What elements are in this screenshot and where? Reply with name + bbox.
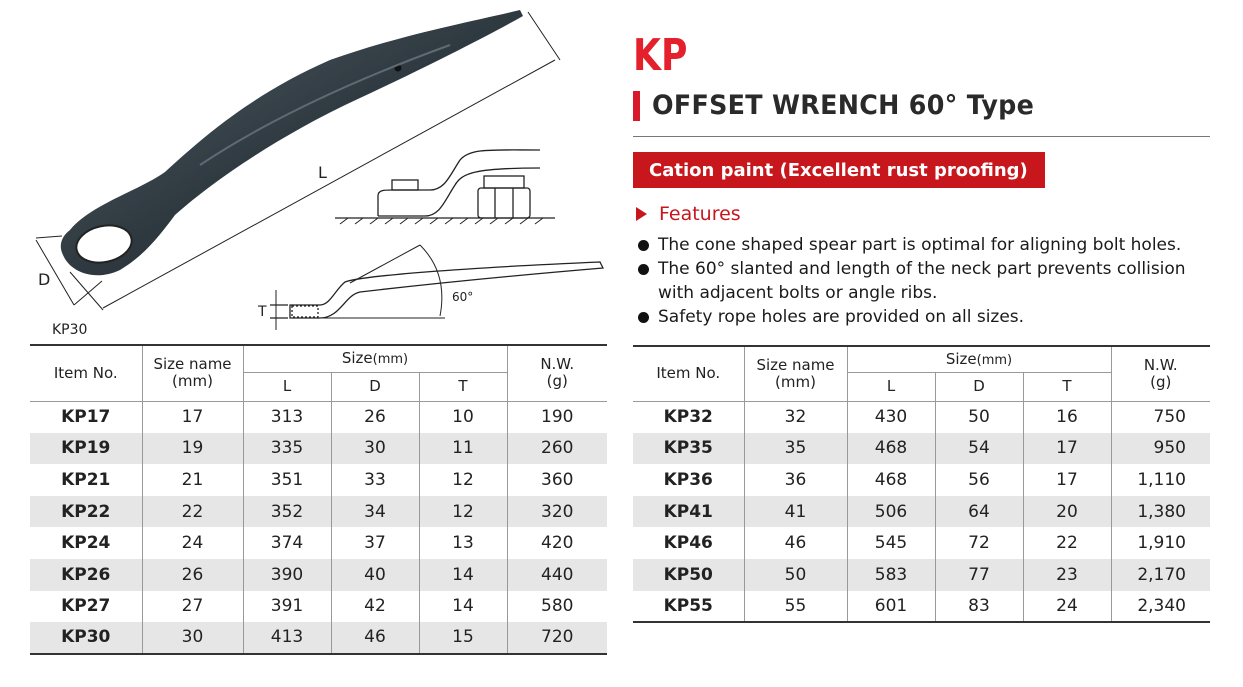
angle-diagram [270, 245, 603, 330]
table-row [30, 559, 607, 591]
feature-item: Safety rope holes are provided on all sizes. [636, 305, 1226, 329]
angle-label: 60° [452, 290, 474, 304]
cell-d: 40 [331, 559, 419, 591]
cell-item: KP35 [633, 433, 744, 465]
cell-l: 374 [243, 527, 331, 559]
table-row [30, 622, 607, 654]
cell-t: 11 [419, 433, 507, 465]
bullet-icon [638, 240, 649, 251]
cell-t: 12 [419, 464, 507, 496]
header-t: T [419, 372, 507, 401]
header-nw: N.W. (g) [507, 345, 607, 401]
cell-l: 335 [243, 433, 331, 465]
cell-t: 12 [419, 496, 507, 528]
header-l: L [243, 372, 331, 401]
triangle-right-icon [636, 207, 647, 221]
cell-nw: 440 [507, 559, 607, 591]
cell-nw: 580 [507, 591, 607, 623]
cell-nw: 1,910 [1111, 527, 1210, 559]
cell-t: 16 [1023, 401, 1111, 433]
cell-nw: 720 [507, 622, 607, 654]
cell-size: 22 [142, 496, 243, 528]
table-row [30, 591, 607, 623]
wrench-photo [61, 10, 523, 275]
cell-d: 30 [331, 433, 419, 465]
cell-size: 55 [744, 591, 847, 623]
header-d: D [935, 373, 1023, 401]
cell-item: KP41 [633, 496, 744, 528]
model-label: KP30 [52, 322, 88, 338]
bullet-icon [638, 312, 649, 323]
spec-table-left [30, 344, 607, 655]
cell-l: 413 [243, 622, 331, 654]
features-heading [636, 203, 741, 225]
cell-item: KP27 [61, 596, 111, 617]
header-divider [633, 136, 1210, 137]
cell-size: 32 [744, 401, 847, 433]
table-row [633, 591, 1210, 623]
cell-nw: 1,380 [1111, 496, 1210, 528]
cell-nw: 1,110 [1111, 464, 1210, 496]
header-l: L [847, 373, 935, 401]
cell-t: 15 [419, 622, 507, 654]
subtitle-text: OFFSET WRENCH 60° Type [652, 90, 1035, 121]
table-row [633, 559, 1210, 591]
cell-size: 30 [142, 622, 243, 654]
cell-t: 22 [1023, 527, 1111, 559]
table-row [30, 527, 607, 559]
cell-t: 17 [1023, 464, 1111, 496]
paint-badge: Cation paint (Excellent rust proofing) [633, 152, 1045, 188]
header-size-name: Size name (mm) [142, 345, 243, 401]
cell-size: 41 [744, 496, 847, 528]
spec-table-right [633, 345, 1210, 623]
bullet-icon [638, 264, 649, 275]
cell-item: KP55 [633, 591, 744, 623]
table-row [633, 527, 1210, 559]
cell-t: 14 [419, 591, 507, 623]
cell-l: 468 [847, 464, 935, 496]
header-nw: N.W. (g) [1111, 346, 1210, 401]
table-row [633, 433, 1210, 465]
cell-item: KP32 [663, 407, 713, 428]
cell-d: 33 [331, 464, 419, 496]
cell-item: KP21 [61, 469, 111, 490]
cell-item: KP36 [663, 469, 713, 490]
cell-item: KP22 [30, 496, 142, 528]
cell-t: 17 [1023, 433, 1111, 465]
cell-l: 352 [243, 496, 331, 528]
cell-d: 37 [331, 527, 419, 559]
cell-item: KP50 [633, 559, 744, 591]
cell-nw: 2,340 [1111, 591, 1210, 623]
cell-nw: 260 [507, 433, 607, 465]
product-illustration [0, 0, 620, 345]
cell-size: 27 [142, 591, 243, 623]
cell-t: 13 [419, 527, 507, 559]
cell-t: 23 [1023, 559, 1111, 591]
cell-item: KP17 [61, 407, 111, 428]
header-size: Size(mm) [243, 345, 507, 372]
cell-item: KP24 [61, 533, 111, 554]
cell-d: 64 [935, 496, 1023, 528]
feature-item: The 60° slanted and length of the neck part prevents collision with adjacent bolts or angle ribs. [636, 257, 1226, 305]
cell-l: 351 [243, 464, 331, 496]
cell-size: 46 [744, 527, 847, 559]
cell-nw: 360 [507, 464, 607, 496]
feature-list [636, 233, 1226, 329]
cell-l: 390 [243, 559, 331, 591]
cell-nw: 420 [507, 527, 607, 559]
cell-l: 506 [847, 496, 935, 528]
cell-l: 313 [243, 401, 331, 433]
table-row [633, 464, 1210, 496]
cell-item: KP26 [30, 559, 142, 591]
cell-l: 430 [847, 401, 935, 433]
cell-t: 20 [1023, 496, 1111, 528]
cell-size: 19 [142, 433, 243, 465]
table-row [30, 433, 607, 465]
header-size-name: Size name (mm) [744, 346, 847, 401]
cell-d: 42 [331, 591, 419, 623]
cell-item: KP46 [663, 533, 713, 554]
cell-l: 468 [847, 433, 935, 465]
cell-d: 83 [935, 591, 1023, 623]
cell-d: 72 [935, 527, 1023, 559]
cell-size: 50 [744, 559, 847, 591]
cell-size: 35 [744, 433, 847, 465]
header-item-no: Item No. [633, 346, 744, 401]
cell-d: 56 [935, 464, 1023, 496]
cell-d: 34 [331, 496, 419, 528]
cell-d: 46 [331, 622, 419, 654]
header-size: Size(mm) [847, 346, 1111, 373]
header-d: D [331, 372, 419, 401]
cell-l: 391 [243, 591, 331, 623]
table-row [30, 401, 607, 433]
header-t: T [1023, 373, 1111, 401]
cell-nw: 950 [1111, 433, 1210, 465]
cell-nw: 750 [1111, 401, 1210, 433]
table-row [633, 401, 1210, 433]
cell-t: 10 [419, 401, 507, 433]
cell-t: 24 [1023, 591, 1111, 623]
cell-l: 583 [847, 559, 935, 591]
header-item-no: Item No. [30, 345, 142, 401]
cell-d: 77 [935, 559, 1023, 591]
thickness-label: T [258, 304, 267, 320]
cell-t: 14 [419, 559, 507, 591]
cell-item: KP30 [30, 622, 142, 654]
clearance-diagram [335, 150, 555, 224]
cell-l: 601 [847, 591, 935, 623]
table-row [30, 496, 607, 528]
cell-size: 17 [142, 401, 243, 433]
features-heading-text: Features [659, 203, 741, 225]
cell-l: 545 [847, 527, 935, 559]
cell-d: 26 [331, 401, 419, 433]
cell-size: 24 [142, 527, 243, 559]
cell-size: 36 [744, 464, 847, 496]
diameter-label: D [38, 270, 51, 289]
table-row [30, 464, 607, 496]
cell-nw: 320 [507, 496, 607, 528]
subtitle-accent-bar [633, 91, 640, 121]
cell-nw: 190 [507, 401, 607, 433]
cell-nw: 2,170 [1111, 559, 1210, 591]
cell-item: KP19 [30, 433, 142, 465]
table-row [633, 496, 1210, 528]
cell-size: 21 [142, 464, 243, 496]
product-subtitle [633, 90, 1059, 121]
feature-item: The cone shaped spear part is optimal for aligning bolt holes. [636, 233, 1226, 257]
length-label: L [318, 163, 327, 182]
cell-d: 54 [935, 433, 1023, 465]
cell-d: 50 [935, 401, 1023, 433]
cell-size: 26 [142, 559, 243, 591]
product-code: KP [633, 30, 688, 81]
